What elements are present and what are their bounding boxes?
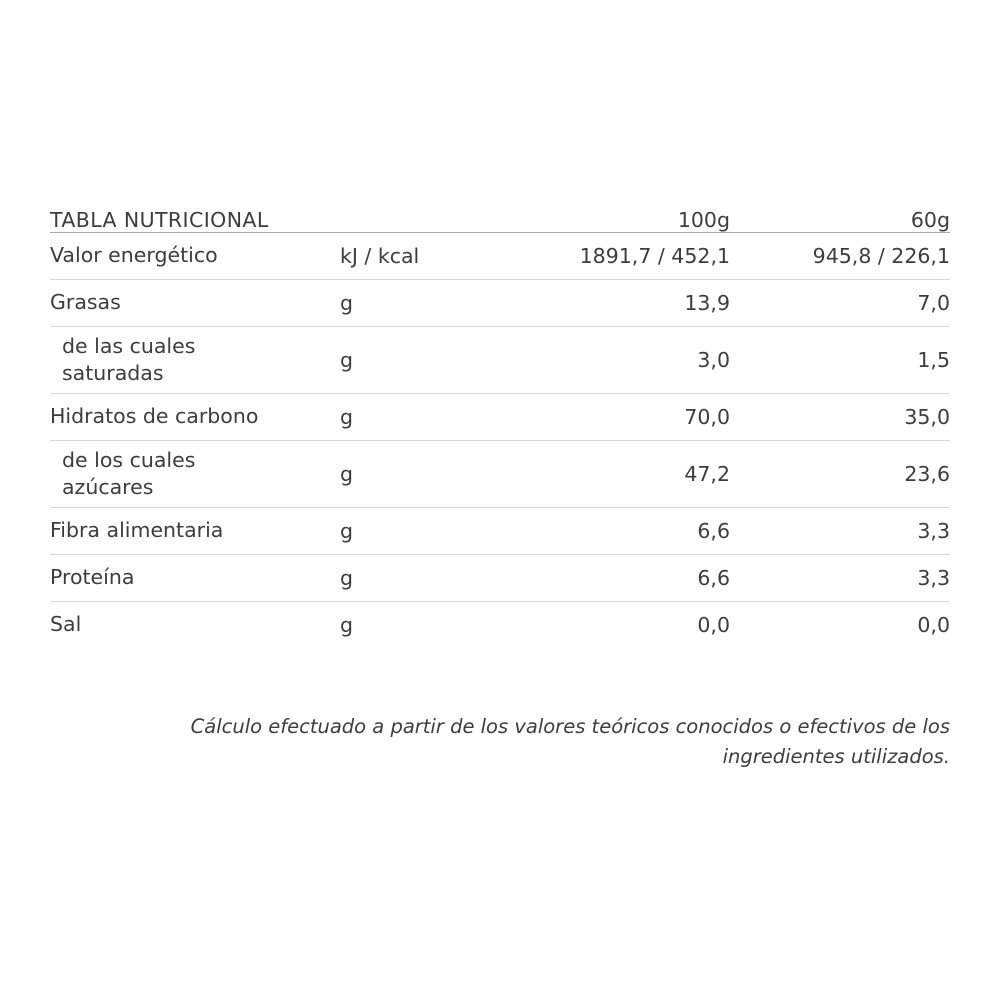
- column-header-100g: 100g: [677, 208, 730, 232]
- nutrient-value-60g: 3,3: [917, 519, 950, 543]
- nutrient-value-100g: 3,0: [697, 348, 730, 372]
- table-row: [50, 233, 950, 280]
- nutrient-name: Sal: [50, 612, 82, 637]
- table-row: [50, 555, 950, 602]
- nutrient-value-60g: 23,6: [904, 462, 950, 486]
- table-row: [50, 394, 950, 441]
- table-row: [50, 280, 950, 327]
- nutrient-unit: g: [340, 566, 354, 590]
- column-header-unit: [340, 208, 510, 233]
- table-row: [50, 508, 950, 555]
- table-header: [50, 208, 950, 233]
- nutrient-unit: g: [340, 613, 354, 637]
- nutrient-name: de las cuales saturadas: [62, 333, 196, 385]
- nutrient-unit: g: [340, 462, 354, 486]
- nutrient-name: de los cuales azúcares: [62, 447, 196, 499]
- nutrient-unit: g: [340, 405, 354, 429]
- nutrient-unit: g: [340, 291, 354, 315]
- nutrient-value-100g: 0,0: [697, 613, 730, 637]
- nutrient-value-100g: 1891,7 / 452,1: [579, 244, 730, 268]
- nutrient-value-60g: 3,3: [917, 566, 950, 590]
- nutrient-name: Hidratos de carbono: [50, 404, 259, 429]
- footnote: Cálculo efectuado a partir de los valores teóricos conocidos o efectivos de los ingredientes utilizados.: [190, 715, 950, 769]
- nutrient-value-100g: 47,2: [684, 462, 730, 486]
- nutrient-value-100g: 6,6: [697, 519, 730, 543]
- nutrient-name: Grasas: [50, 290, 121, 315]
- nutrient-unit: g: [340, 348, 354, 372]
- table-row: [50, 441, 950, 508]
- nutrient-value-100g: 13,9: [684, 291, 730, 315]
- nutrient-value-60g: 35,0: [904, 405, 950, 429]
- nutrient-value-60g: 945,8 / 226,1: [812, 244, 950, 268]
- nutrient-unit: g: [340, 519, 354, 543]
- nutrient-value-60g: 0,0: [917, 613, 950, 637]
- nutrient-name: Fibra alimentaria: [50, 518, 224, 543]
- nutrient-name: Proteína: [50, 565, 135, 590]
- nutrient-unit: kJ / kcal: [340, 244, 420, 268]
- table-body: [50, 233, 950, 649]
- nutrition-table-container: [50, 208, 950, 648]
- table-row: [50, 327, 950, 394]
- column-header-60g: 60g: [910, 208, 950, 232]
- nutrient-value-60g: 7,0: [917, 291, 950, 315]
- nutrient-name: Valor energético: [50, 243, 218, 268]
- table-title: TABLA NUTRICIONAL: [50, 208, 269, 232]
- nutrient-value-60g: 1,5: [917, 348, 950, 372]
- nutrient-value-100g: 6,6: [697, 566, 730, 590]
- table-header-row: [50, 208, 950, 233]
- nutrient-value-100g: 70,0: [684, 405, 730, 429]
- table-row: [50, 602, 950, 649]
- nutrition-table: [50, 208, 950, 648]
